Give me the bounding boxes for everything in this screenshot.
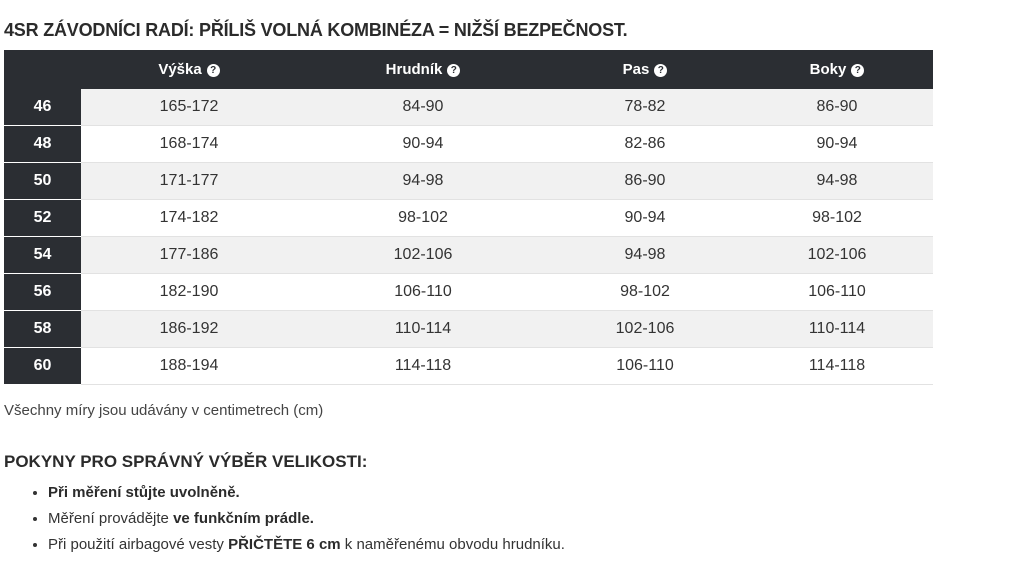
list-item xyxy=(48,480,565,506)
size-label: 60 xyxy=(4,348,81,385)
cell-hrudnik: 90-94 xyxy=(297,126,549,163)
header-boky[interactable]: Boky ? xyxy=(741,50,933,89)
help-icon[interactable]: ? xyxy=(207,64,220,77)
table-row xyxy=(4,348,933,385)
cell-vyska: 182-190 xyxy=(81,274,297,311)
cell-pas: 78-82 xyxy=(549,89,741,126)
header-size-corner xyxy=(4,50,81,89)
cell-pas: 82-86 xyxy=(549,126,741,163)
header-vyska[interactable]: Výška ? xyxy=(81,50,297,89)
size-label: 48 xyxy=(4,126,81,163)
cell-pas: 98-102 xyxy=(549,274,741,311)
tip-text: Měření provádějte xyxy=(48,510,174,527)
instructions-heading: POKYNY PRO SPRÁVNÝ VÝBĚR VELIKOSTI: xyxy=(4,452,368,471)
tip-text: k naměřenému obvodu hrudníku. xyxy=(340,536,565,553)
table-row xyxy=(4,200,933,237)
size-label: 56 xyxy=(4,274,81,311)
cell-pas: 90-94 xyxy=(549,200,741,237)
cell-pas: 86-90 xyxy=(549,163,741,200)
cell-boky: 102-106 xyxy=(741,237,933,274)
cell-boky: 98-102 xyxy=(741,200,933,237)
size-table xyxy=(4,50,933,385)
cell-boky: 90-94 xyxy=(741,126,933,163)
cell-vyska: 174-182 xyxy=(81,200,297,237)
table-row xyxy=(4,237,933,274)
size-label: 52 xyxy=(4,200,81,237)
table-row xyxy=(4,89,933,126)
tip-bold: ve funkčním prádle. xyxy=(173,510,314,527)
cell-vyska: 165-172 xyxy=(81,89,297,126)
size-label: 54 xyxy=(4,237,81,274)
table-row xyxy=(4,163,933,200)
cell-vyska: 188-194 xyxy=(81,348,297,385)
list-item xyxy=(48,506,565,532)
tip-bold: Při měření stůjte uvolněně. xyxy=(48,484,240,501)
table-row xyxy=(4,311,933,348)
cell-pas: 94-98 xyxy=(549,237,741,274)
header-pas[interactable]: Pas ? xyxy=(549,50,741,89)
cell-boky: 110-114 xyxy=(741,311,933,348)
cell-vyska: 168-174 xyxy=(81,126,297,163)
cell-hrudnik: 98-102 xyxy=(297,200,549,237)
cell-boky: 86-90 xyxy=(741,89,933,126)
help-icon[interactable]: ? xyxy=(851,64,864,77)
instructions-list xyxy=(30,480,565,558)
cell-hrudnik: 106-110 xyxy=(297,274,549,311)
units-note: Všechny míry jsou udávány v centimetrech (cm) xyxy=(4,402,324,419)
cell-boky: 94-98 xyxy=(741,163,933,200)
header-hrudnik[interactable]: Hrudník ? xyxy=(297,50,549,89)
cell-hrudnik: 94-98 xyxy=(297,163,549,200)
cell-hrudnik: 114-118 xyxy=(297,348,549,385)
cell-pas: 102-106 xyxy=(549,311,741,348)
cell-vyska: 171-177 xyxy=(81,163,297,200)
cell-vyska: 186-192 xyxy=(81,311,297,348)
help-icon[interactable]: ? xyxy=(654,64,667,77)
cell-pas: 106-110 xyxy=(549,348,741,385)
size-label: 58 xyxy=(4,311,81,348)
size-label: 46 xyxy=(4,89,81,126)
cell-hrudnik: 102-106 xyxy=(297,237,549,274)
cell-hrudnik: 84-90 xyxy=(297,89,549,126)
size-label: 50 xyxy=(4,163,81,200)
tip-bold: PŘIČTĚTE 6 cm xyxy=(228,536,341,553)
tip-text: Při použití airbagové vesty xyxy=(48,536,229,553)
cell-boky: 114-118 xyxy=(741,348,933,385)
table-row xyxy=(4,274,933,311)
cell-vyska: 177-186 xyxy=(81,237,297,274)
help-icon[interactable]: ? xyxy=(447,64,460,77)
table-header-row xyxy=(4,50,933,89)
list-item xyxy=(48,532,565,558)
cell-hrudnik: 110-114 xyxy=(297,311,549,348)
page-title: 4SR ZÁVODNÍCI RADÍ: PŘÍLIŠ VOLNÁ KOMBINÉZA = NIŽŠÍ BEZPEČNOST. xyxy=(4,20,628,40)
cell-boky: 106-110 xyxy=(741,274,933,311)
table-row xyxy=(4,126,933,163)
